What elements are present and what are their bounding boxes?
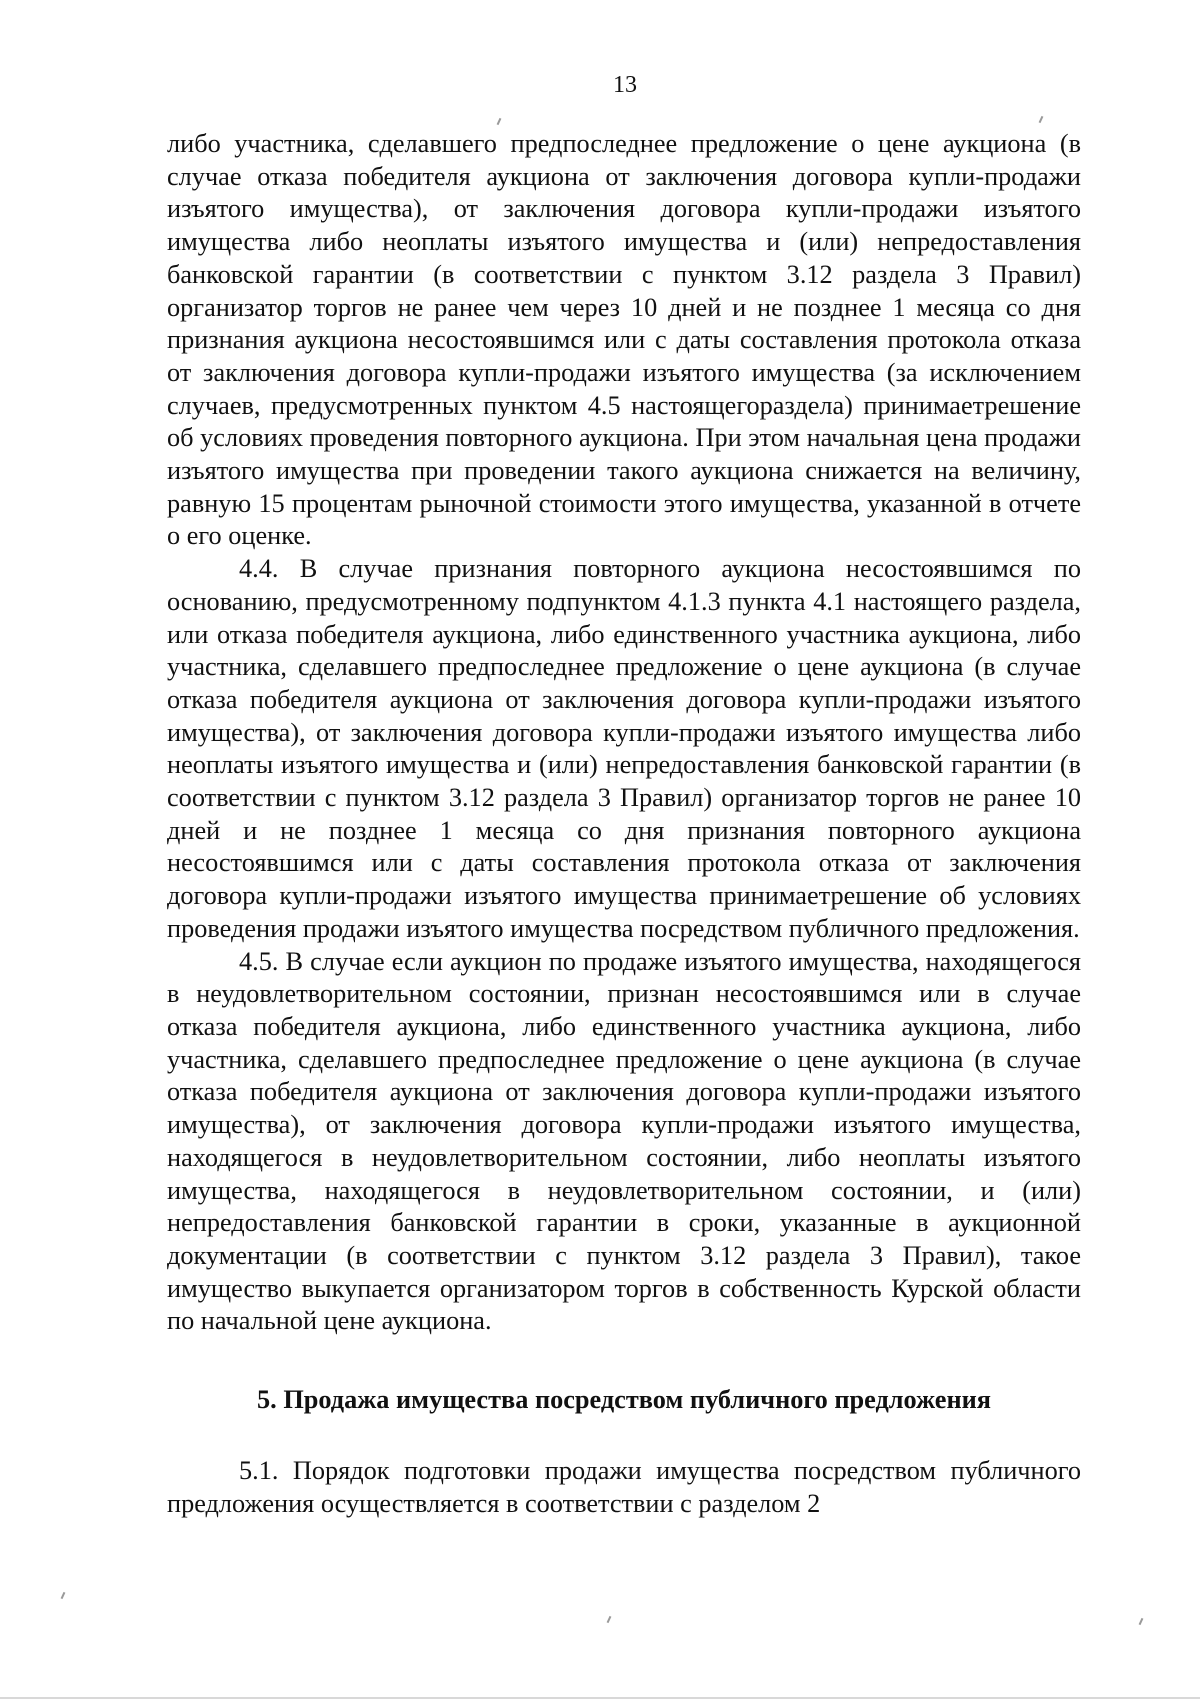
scan-speck	[607, 1616, 612, 1623]
scan-speck	[497, 118, 502, 125]
paragraph-continuation: либо участника, сделавшего предпоследнее предложение о цене аукциона (в случае отказа победителя аукциона от заключения договора купли-продажи изъятого имущества), от заключения договора купли-продажи изъятого имущества либо неоплаты изъятого имущества и (или) непредоставления банковской гарантии (в соответствии с пунктом 3.12 раздела 3 Правил) организатор торгов не ранее чем через 10 дней и не позднее 1 месяца со дня признания аукциона несостоявшимся или с даты составления протокола отказа от заключения договора купли-продажи изъятого имущества (за исключением случаев, предусмотренных пунктом 4.5 настоящегораздела) принимаетрешение об условиях проведения повторного аукциона. При этом начальная цена продажи изъятого имущества при проведении такого аукциона снижается на величину, равную 15 процентам рыночной стоимости этого имущества, указанной в отчете о его оценке.	[167, 129, 1081, 551]
paragraph-4-4: 4.4. В случае признания повторного аукциона несостоявшимся по основанию, предусмотренному подпунктом 4.1.3 пункта 4.1 настоящего раздела, или отказа победителя аукциона, либо единственного участника аукциона, либо участника, сделавшего предпоследнее предложение о цене аукциона (в случае отказа победителя аукциона от заключения договора купли-продажи изъятого имущества), от заключения договора купли-продажи изъятого имущества либо неоплаты изъятого имущества и (или) непредоставления банковской гарантии (в соответствии с пунктом 3.12 раздела 3 Правил) организатор торгов не ранее 10 дней и не позднее 1 месяца со дня признания повторного аукциона несостоявшимся или с даты составления протокола отказа от заключения договора купли-продажи изъятого имущества принимаетрешение об условиях проведения продажи изъятого имущества посредством публичного предложения.	[167, 554, 1081, 943]
page-number: 13	[613, 72, 637, 98]
body-text-lower	[167, 1455, 1081, 1520]
paragraph-5-1: 5.1. Порядок подготовки продажи имущества посредством публичного предложения осуществляется в соответствии с разделом 2	[167, 1456, 1081, 1518]
scan-speck	[61, 1592, 66, 1599]
section-heading: 5. Продажа имущества посредством публичного предложения	[257, 1385, 991, 1414]
paragraph-4-5: 4.5. В случае если аукцион по продаже изъятого имущества, находящегося в неудовлетворительном состоянии, признан несостоявшимся или в случае отказа победителя аукциона, либо единственного участника аукциона, либо участника, сделавшего предпоследнее предложение о цене аукциона (в случае отказа победителя аукциона от заключения договора купли-продажи изъятого имущества), от заключения договора купли-продажи изъятого имущества, находящегося в неудовлетворительном состоянии, либо неоплаты изъятого имущества, находящегося в неудовлетворительном состоянии, и (или) непредоставления банковской гарантии в сроки, указанные в аукционной документации (в соответствии с пунктом 3.12 раздела 3 Правил), такое имущество выкупается организатором торгов в собственность Курской области по начальной цене аукциона.	[167, 946, 1081, 1336]
scan-speck	[1039, 116, 1044, 123]
scan-speck	[1139, 1618, 1144, 1625]
body-text-upper	[167, 128, 1081, 1338]
